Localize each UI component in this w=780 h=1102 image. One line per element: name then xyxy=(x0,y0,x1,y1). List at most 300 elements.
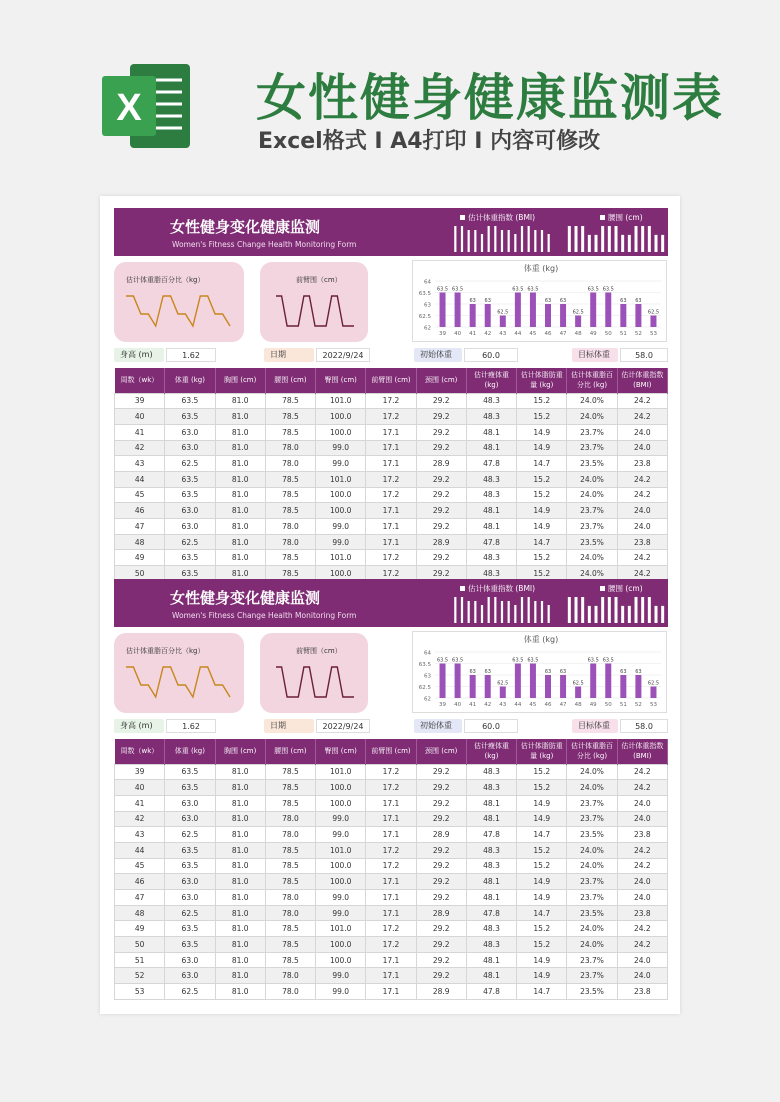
table-cell[interactable]: 28.9 xyxy=(416,534,466,550)
table-cell[interactable]: 17.1 xyxy=(366,952,416,968)
table-cell[interactable]: 17.1 xyxy=(366,456,416,472)
table-cell[interactable]: 24.0% xyxy=(567,471,617,487)
table-cell[interactable]: 49 xyxy=(115,921,165,937)
table-cell[interactable]: 63.5 xyxy=(165,764,215,780)
table-cell[interactable]: 63.5 xyxy=(165,487,215,503)
table-cell[interactable]: 24.2 xyxy=(617,566,667,580)
table-cell[interactable]: 15.2 xyxy=(517,550,567,566)
table-cell[interactable]: 17.1 xyxy=(366,827,416,843)
column-header[interactable]: 估计体脂肪重 量 (kg) xyxy=(517,739,567,764)
table-cell[interactable]: 78.0 xyxy=(265,968,315,984)
table-cell[interactable]: 24.0 xyxy=(617,440,667,456)
table-cell[interactable]: 78.5 xyxy=(265,874,315,890)
table-cell[interactable]: 24.0 xyxy=(617,874,667,890)
column-header[interactable]: 周数（wk） xyxy=(115,739,165,764)
table-cell[interactable]: 17.1 xyxy=(366,811,416,827)
table-cell[interactable]: 23.5% xyxy=(567,534,617,550)
target-weight-value[interactable]: 58.0 xyxy=(620,719,668,733)
table-cell[interactable]: 78.5 xyxy=(265,487,315,503)
table-cell[interactable]: 63.0 xyxy=(165,890,215,906)
table-cell[interactable]: 63.5 xyxy=(165,566,215,580)
table-cell[interactable]: 45 xyxy=(115,487,165,503)
table-cell[interactable]: 99.0 xyxy=(316,811,366,827)
table-cell[interactable]: 17.2 xyxy=(366,937,416,953)
initial-weight-value[interactable]: 60.0 xyxy=(464,719,518,733)
table-cell[interactable]: 48.3 xyxy=(466,937,516,953)
table-cell[interactable]: 24.0 xyxy=(617,424,667,440)
table-cell[interactable]: 23.5% xyxy=(567,456,617,472)
table-cell[interactable]: 48.1 xyxy=(466,795,516,811)
table-cell[interactable]: 63.5 xyxy=(165,937,215,953)
table-cell[interactable]: 81.0 xyxy=(215,874,265,890)
table-cell[interactable]: 14.7 xyxy=(517,984,567,1000)
table-cell[interactable]: 14.9 xyxy=(517,890,567,906)
table-cell[interactable]: 48.1 xyxy=(466,952,516,968)
column-header[interactable]: 前臂围 (cm) xyxy=(366,739,416,764)
target-weight-value[interactable]: 58.0 xyxy=(620,348,668,362)
table-cell[interactable]: 81.0 xyxy=(215,393,265,409)
table-cell[interactable]: 15.2 xyxy=(517,409,567,425)
table-cell[interactable]: 47.8 xyxy=(466,984,516,1000)
table-cell[interactable]: 14.9 xyxy=(517,440,567,456)
table-cell[interactable]: 29.2 xyxy=(416,858,466,874)
table-cell[interactable]: 47 xyxy=(115,519,165,535)
table-cell[interactable]: 17.1 xyxy=(366,890,416,906)
table-cell[interactable]: 29.2 xyxy=(416,393,466,409)
table-cell[interactable]: 100.0 xyxy=(316,409,366,425)
table-cell[interactable]: 48.1 xyxy=(466,424,516,440)
table-cell[interactable]: 81.0 xyxy=(215,984,265,1000)
table-cell[interactable]: 44 xyxy=(115,471,165,487)
table-cell[interactable]: 29.2 xyxy=(416,409,466,425)
table-cell[interactable]: 23.7% xyxy=(567,440,617,456)
table-cell[interactable]: 48.1 xyxy=(466,890,516,906)
table-cell[interactable]: 14.9 xyxy=(517,519,567,535)
table-cell[interactable]: 24.0% xyxy=(567,393,617,409)
table-cell[interactable]: 28.9 xyxy=(416,827,466,843)
table-cell[interactable]: 17.1 xyxy=(366,424,416,440)
column-header[interactable]: 估计体重指数 (BMI) xyxy=(617,368,667,393)
table-cell[interactable]: 100.0 xyxy=(316,780,366,796)
column-header[interactable]: 腰围 (cm) xyxy=(265,739,315,764)
table-cell[interactable]: 63.5 xyxy=(165,409,215,425)
table-cell[interactable]: 15.2 xyxy=(517,471,567,487)
table-cell[interactable]: 81.0 xyxy=(215,858,265,874)
table-cell[interactable]: 100.0 xyxy=(316,937,366,953)
table-cell[interactable]: 48.3 xyxy=(466,842,516,858)
table-cell[interactable]: 78.0 xyxy=(265,440,315,456)
table-cell[interactable]: 52 xyxy=(115,968,165,984)
table-cell[interactable]: 29.2 xyxy=(416,968,466,984)
table-cell[interactable]: 46 xyxy=(115,874,165,890)
table-cell[interactable]: 78.5 xyxy=(265,566,315,580)
table-cell[interactable]: 23.5% xyxy=(567,905,617,921)
table-cell[interactable]: 23.7% xyxy=(567,519,617,535)
table-cell[interactable]: 81.0 xyxy=(215,780,265,796)
table-cell[interactable]: 48.3 xyxy=(466,409,516,425)
table-cell[interactable]: 14.9 xyxy=(517,968,567,984)
table-cell[interactable]: 48.1 xyxy=(466,519,516,535)
column-header[interactable]: 腰围 (cm) xyxy=(265,368,315,393)
table-cell[interactable]: 15.2 xyxy=(517,780,567,796)
column-header[interactable]: 估计瘦体重 (kg) xyxy=(466,368,516,393)
table-cell[interactable]: 99.0 xyxy=(316,968,366,984)
table-cell[interactable]: 15.2 xyxy=(517,393,567,409)
table-cell[interactable]: 17.2 xyxy=(366,393,416,409)
table-cell[interactable]: 17.2 xyxy=(366,471,416,487)
table-cell[interactable]: 14.7 xyxy=(517,534,567,550)
table-cell[interactable]: 14.7 xyxy=(517,905,567,921)
table-cell[interactable]: 50 xyxy=(115,937,165,953)
table-cell[interactable]: 101.0 xyxy=(316,764,366,780)
table-cell[interactable]: 29.2 xyxy=(416,550,466,566)
table-cell[interactable]: 17.2 xyxy=(366,409,416,425)
column-header[interactable]: 估计体重指数 (BMI) xyxy=(617,739,667,764)
table-cell[interactable]: 78.0 xyxy=(265,890,315,906)
table-cell[interactable]: 81.0 xyxy=(215,890,265,906)
table-cell[interactable]: 29.2 xyxy=(416,890,466,906)
table-cell[interactable]: 78.5 xyxy=(265,550,315,566)
table-cell[interactable]: 81.0 xyxy=(215,534,265,550)
table-cell[interactable]: 63.5 xyxy=(165,393,215,409)
table-cell[interactable]: 23.7% xyxy=(567,874,617,890)
table-cell[interactable]: 15.2 xyxy=(517,566,567,580)
table-cell[interactable]: 24.0% xyxy=(567,550,617,566)
table-cell[interactable]: 81.0 xyxy=(215,424,265,440)
table-cell[interactable]: 81.0 xyxy=(215,764,265,780)
table-cell[interactable]: 78.5 xyxy=(265,393,315,409)
table-cell[interactable]: 29.2 xyxy=(416,874,466,890)
table-cell[interactable]: 48 xyxy=(115,905,165,921)
table-cell[interactable]: 29.2 xyxy=(416,811,466,827)
table-cell[interactable]: 15.2 xyxy=(517,487,567,503)
table-cell[interactable]: 17.2 xyxy=(366,487,416,503)
table-cell[interactable]: 28.9 xyxy=(416,456,466,472)
table-cell[interactable]: 47.8 xyxy=(466,827,516,843)
column-header[interactable]: 估计瘦体重 (kg) xyxy=(466,739,516,764)
table-cell[interactable]: 78.0 xyxy=(265,456,315,472)
table-cell[interactable]: 29.2 xyxy=(416,503,466,519)
table-cell[interactable]: 81.0 xyxy=(215,968,265,984)
table-cell[interactable]: 48.3 xyxy=(466,550,516,566)
table-cell[interactable]: 81.0 xyxy=(215,921,265,937)
table-cell[interactable]: 24.2 xyxy=(617,550,667,566)
table-cell[interactable]: 63.0 xyxy=(165,424,215,440)
table-cell[interactable]: 62.5 xyxy=(165,905,215,921)
table-cell[interactable]: 24.0% xyxy=(567,764,617,780)
column-header[interactable]: 体重 (kg) xyxy=(165,739,215,764)
table-cell[interactable]: 17.2 xyxy=(366,764,416,780)
table-cell[interactable]: 81.0 xyxy=(215,503,265,519)
height-value[interactable]: 1.62 xyxy=(166,719,216,733)
table-cell[interactable]: 63.5 xyxy=(165,550,215,566)
table-cell[interactable]: 23.7% xyxy=(567,795,617,811)
column-header[interactable]: 估计体脂肪重 量 (kg) xyxy=(517,368,567,393)
table-cell[interactable]: 47.8 xyxy=(466,534,516,550)
table-cell[interactable]: 78.0 xyxy=(265,905,315,921)
table-cell[interactable]: 41 xyxy=(115,424,165,440)
table-cell[interactable]: 14.9 xyxy=(517,952,567,968)
table-cell[interactable]: 81.0 xyxy=(215,827,265,843)
table-cell[interactable]: 40 xyxy=(115,780,165,796)
table-cell[interactable]: 43 xyxy=(115,456,165,472)
table-cell[interactable]: 15.2 xyxy=(517,764,567,780)
table-cell[interactable]: 24.2 xyxy=(617,471,667,487)
table-cell[interactable]: 63.0 xyxy=(165,811,215,827)
table-cell[interactable]: 99.0 xyxy=(316,519,366,535)
table-cell[interactable]: 78.0 xyxy=(265,827,315,843)
table-cell[interactable]: 81.0 xyxy=(215,456,265,472)
table-cell[interactable]: 48.3 xyxy=(466,487,516,503)
date-value[interactable]: 2022/9/24 xyxy=(316,348,370,362)
table-cell[interactable]: 50 xyxy=(115,566,165,580)
table-cell[interactable]: 29.2 xyxy=(416,764,466,780)
table-cell[interactable]: 29.2 xyxy=(416,440,466,456)
column-header[interactable]: 周数（wk） xyxy=(115,368,165,393)
table-cell[interactable]: 29.2 xyxy=(416,795,466,811)
table-cell[interactable]: 47.8 xyxy=(466,456,516,472)
table-cell[interactable]: 81.0 xyxy=(215,566,265,580)
table-cell[interactable]: 46 xyxy=(115,503,165,519)
table-cell[interactable]: 14.9 xyxy=(517,795,567,811)
table-cell[interactable]: 48.1 xyxy=(466,811,516,827)
table-cell[interactable]: 24.0% xyxy=(567,780,617,796)
table-cell[interactable]: 99.0 xyxy=(316,534,366,550)
table-cell[interactable]: 17.1 xyxy=(366,795,416,811)
table-cell[interactable]: 78.5 xyxy=(265,842,315,858)
table-cell[interactable]: 23.7% xyxy=(567,968,617,984)
table-cell[interactable]: 29.2 xyxy=(416,519,466,535)
table-cell[interactable]: 23.7% xyxy=(567,503,617,519)
table-cell[interactable]: 63.5 xyxy=(165,471,215,487)
table-cell[interactable]: 39 xyxy=(115,764,165,780)
table-cell[interactable]: 41 xyxy=(115,795,165,811)
table-cell[interactable]: 17.1 xyxy=(366,440,416,456)
table-cell[interactable]: 23.7% xyxy=(567,890,617,906)
table-cell[interactable]: 63.5 xyxy=(165,780,215,796)
table-cell[interactable]: 81.0 xyxy=(215,409,265,425)
table-cell[interactable]: 15.2 xyxy=(517,921,567,937)
table-cell[interactable]: 48.3 xyxy=(466,780,516,796)
table-cell[interactable]: 23.8 xyxy=(617,827,667,843)
table-cell[interactable]: 100.0 xyxy=(316,503,366,519)
table-cell[interactable]: 49 xyxy=(115,550,165,566)
table-cell[interactable]: 29.2 xyxy=(416,471,466,487)
table-cell[interactable]: 81.0 xyxy=(215,905,265,921)
table-cell[interactable]: 78.5 xyxy=(265,795,315,811)
table-cell[interactable]: 23.7% xyxy=(567,952,617,968)
column-header[interactable]: 估计体重脂百 分比 (kg) xyxy=(567,368,617,393)
column-header[interactable]: 估计体重脂百 分比 (kg) xyxy=(567,739,617,764)
table-cell[interactable]: 100.0 xyxy=(316,952,366,968)
table-cell[interactable]: 44 xyxy=(115,842,165,858)
table-cell[interactable]: 81.0 xyxy=(215,811,265,827)
table-cell[interactable]: 24.2 xyxy=(617,764,667,780)
table-cell[interactable]: 99.0 xyxy=(316,905,366,921)
column-header[interactable]: 颈围 (cm) xyxy=(416,368,466,393)
table-cell[interactable]: 17.1 xyxy=(366,534,416,550)
table-cell[interactable]: 48.1 xyxy=(466,874,516,890)
table-cell[interactable]: 63.0 xyxy=(165,795,215,811)
table-cell[interactable]: 62.5 xyxy=(165,456,215,472)
column-header[interactable]: 前臂围 (cm) xyxy=(366,368,416,393)
table-cell[interactable]: 14.9 xyxy=(517,874,567,890)
table-cell[interactable]: 51 xyxy=(115,952,165,968)
column-header[interactable]: 胸围 (cm) xyxy=(215,368,265,393)
table-cell[interactable]: 101.0 xyxy=(316,921,366,937)
table-cell[interactable]: 24.0% xyxy=(567,921,617,937)
table-cell[interactable]: 81.0 xyxy=(215,440,265,456)
table-cell[interactable]: 99.0 xyxy=(316,827,366,843)
table-cell[interactable]: 14.9 xyxy=(517,424,567,440)
table-cell[interactable]: 78.5 xyxy=(265,952,315,968)
table-cell[interactable]: 17.2 xyxy=(366,566,416,580)
table-cell[interactable]: 24.0% xyxy=(567,487,617,503)
table-cell[interactable]: 24.0% xyxy=(567,937,617,953)
table-cell[interactable]: 24.2 xyxy=(617,393,667,409)
column-header[interactable]: 臀围 (cm) xyxy=(316,739,366,764)
table-cell[interactable]: 48.1 xyxy=(466,968,516,984)
table-cell[interactable]: 100.0 xyxy=(316,487,366,503)
table-cell[interactable]: 17.1 xyxy=(366,984,416,1000)
table-cell[interactable]: 17.1 xyxy=(366,905,416,921)
table-cell[interactable]: 101.0 xyxy=(316,550,366,566)
table-cell[interactable]: 24.0 xyxy=(617,795,667,811)
table-cell[interactable]: 81.0 xyxy=(215,842,265,858)
column-header[interactable]: 臀围 (cm) xyxy=(316,368,366,393)
table-cell[interactable]: 45 xyxy=(115,858,165,874)
table-cell[interactable]: 63.0 xyxy=(165,519,215,535)
column-header[interactable]: 胸围 (cm) xyxy=(215,739,265,764)
table-cell[interactable]: 29.2 xyxy=(416,937,466,953)
table-cell[interactable]: 99.0 xyxy=(316,456,366,472)
table-cell[interactable]: 24.0 xyxy=(617,503,667,519)
table-cell[interactable]: 101.0 xyxy=(316,393,366,409)
table-cell[interactable]: 81.0 xyxy=(215,487,265,503)
table-cell[interactable]: 100.0 xyxy=(316,874,366,890)
table-cell[interactable]: 29.2 xyxy=(416,424,466,440)
table-cell[interactable]: 24.2 xyxy=(617,409,667,425)
table-cell[interactable]: 63.5 xyxy=(165,858,215,874)
column-header[interactable]: 体重 (kg) xyxy=(165,368,215,393)
table-cell[interactable]: 24.2 xyxy=(617,858,667,874)
table-cell[interactable]: 24.0% xyxy=(567,858,617,874)
table-cell[interactable]: 47.8 xyxy=(466,905,516,921)
table-cell[interactable]: 78.0 xyxy=(265,534,315,550)
table-cell[interactable]: 101.0 xyxy=(316,471,366,487)
table-cell[interactable]: 17.1 xyxy=(366,519,416,535)
table-cell[interactable]: 62.5 xyxy=(165,984,215,1000)
table-cell[interactable]: 15.2 xyxy=(517,858,567,874)
table-cell[interactable]: 48.3 xyxy=(466,764,516,780)
table-cell[interactable]: 24.2 xyxy=(617,937,667,953)
table-cell[interactable]: 24.0 xyxy=(617,519,667,535)
table-cell[interactable]: 78.5 xyxy=(265,921,315,937)
table-cell[interactable]: 23.8 xyxy=(617,456,667,472)
date-value[interactable]: 2022/9/24 xyxy=(316,719,370,733)
table-cell[interactable]: 42 xyxy=(115,440,165,456)
table-cell[interactable]: 63.0 xyxy=(165,503,215,519)
table-cell[interactable]: 29.2 xyxy=(416,921,466,937)
table-cell[interactable]: 78.5 xyxy=(265,424,315,440)
table-cell[interactable]: 14.9 xyxy=(517,503,567,519)
table-cell[interactable]: 24.2 xyxy=(617,487,667,503)
table-cell[interactable]: 99.0 xyxy=(316,984,366,1000)
table-cell[interactable]: 17.1 xyxy=(366,874,416,890)
table-cell[interactable]: 48.3 xyxy=(466,393,516,409)
table-cell[interactable]: 29.2 xyxy=(416,566,466,580)
table-cell[interactable]: 24.2 xyxy=(617,780,667,796)
column-header[interactable]: 颈围 (cm) xyxy=(416,739,466,764)
table-cell[interactable]: 23.7% xyxy=(567,424,617,440)
table-cell[interactable]: 63.0 xyxy=(165,440,215,456)
table-cell[interactable]: 100.0 xyxy=(316,795,366,811)
table-cell[interactable]: 78.5 xyxy=(265,503,315,519)
table-cell[interactable]: 23.8 xyxy=(617,905,667,921)
table-cell[interactable]: 81.0 xyxy=(215,937,265,953)
table-cell[interactable]: 63.0 xyxy=(165,874,215,890)
table-cell[interactable]: 78.5 xyxy=(265,409,315,425)
table-cell[interactable]: 29.2 xyxy=(416,780,466,796)
table-cell[interactable]: 48 xyxy=(115,534,165,550)
table-cell[interactable]: 78.5 xyxy=(265,471,315,487)
table-cell[interactable]: 17.2 xyxy=(366,858,416,874)
table-cell[interactable]: 39 xyxy=(115,393,165,409)
table-cell[interactable]: 81.0 xyxy=(215,952,265,968)
table-cell[interactable]: 99.0 xyxy=(316,890,366,906)
table-cell[interactable]: 47 xyxy=(115,890,165,906)
table-cell[interactable]: 48.3 xyxy=(466,921,516,937)
table-cell[interactable]: 23.8 xyxy=(617,984,667,1000)
table-cell[interactable]: 63.0 xyxy=(165,968,215,984)
table-cell[interactable]: 78.5 xyxy=(265,937,315,953)
table-cell[interactable]: 28.9 xyxy=(416,905,466,921)
table-cell[interactable]: 17.1 xyxy=(366,968,416,984)
table-cell[interactable]: 100.0 xyxy=(316,858,366,874)
table-cell[interactable]: 40 xyxy=(115,409,165,425)
table-cell[interactable]: 24.2 xyxy=(617,842,667,858)
table-cell[interactable]: 29.2 xyxy=(416,842,466,858)
table-cell[interactable]: 48.3 xyxy=(466,471,516,487)
table-cell[interactable]: 24.0% xyxy=(567,409,617,425)
table-cell[interactable]: 78.5 xyxy=(265,858,315,874)
table-cell[interactable]: 29.2 xyxy=(416,952,466,968)
table-cell[interactable]: 53 xyxy=(115,984,165,1000)
table-cell[interactable]: 63.0 xyxy=(165,952,215,968)
table-cell[interactable]: 43 xyxy=(115,827,165,843)
table-cell[interactable]: 81.0 xyxy=(215,795,265,811)
table-cell[interactable]: 81.0 xyxy=(215,519,265,535)
table-cell[interactable]: 100.0 xyxy=(316,424,366,440)
height-value[interactable]: 1.62 xyxy=(166,348,216,362)
table-cell[interactable]: 100.0 xyxy=(316,566,366,580)
table-cell[interactable]: 78.0 xyxy=(265,519,315,535)
table-cell[interactable]: 17.2 xyxy=(366,921,416,937)
table-cell[interactable]: 14.7 xyxy=(517,827,567,843)
table-cell[interactable]: 29.2 xyxy=(416,487,466,503)
table-cell[interactable]: 17.2 xyxy=(366,842,416,858)
table-cell[interactable]: 24.0% xyxy=(567,566,617,580)
table-cell[interactable]: 28.9 xyxy=(416,984,466,1000)
table-cell[interactable]: 78.5 xyxy=(265,764,315,780)
table-cell[interactable]: 23.5% xyxy=(567,984,617,1000)
table-cell[interactable]: 17.2 xyxy=(366,550,416,566)
table-cell[interactable]: 63.5 xyxy=(165,842,215,858)
table-cell[interactable]: 24.0 xyxy=(617,811,667,827)
table-cell[interactable]: 24.0% xyxy=(567,842,617,858)
table-cell[interactable]: 14.7 xyxy=(517,456,567,472)
table-cell[interactable]: 24.0 xyxy=(617,890,667,906)
